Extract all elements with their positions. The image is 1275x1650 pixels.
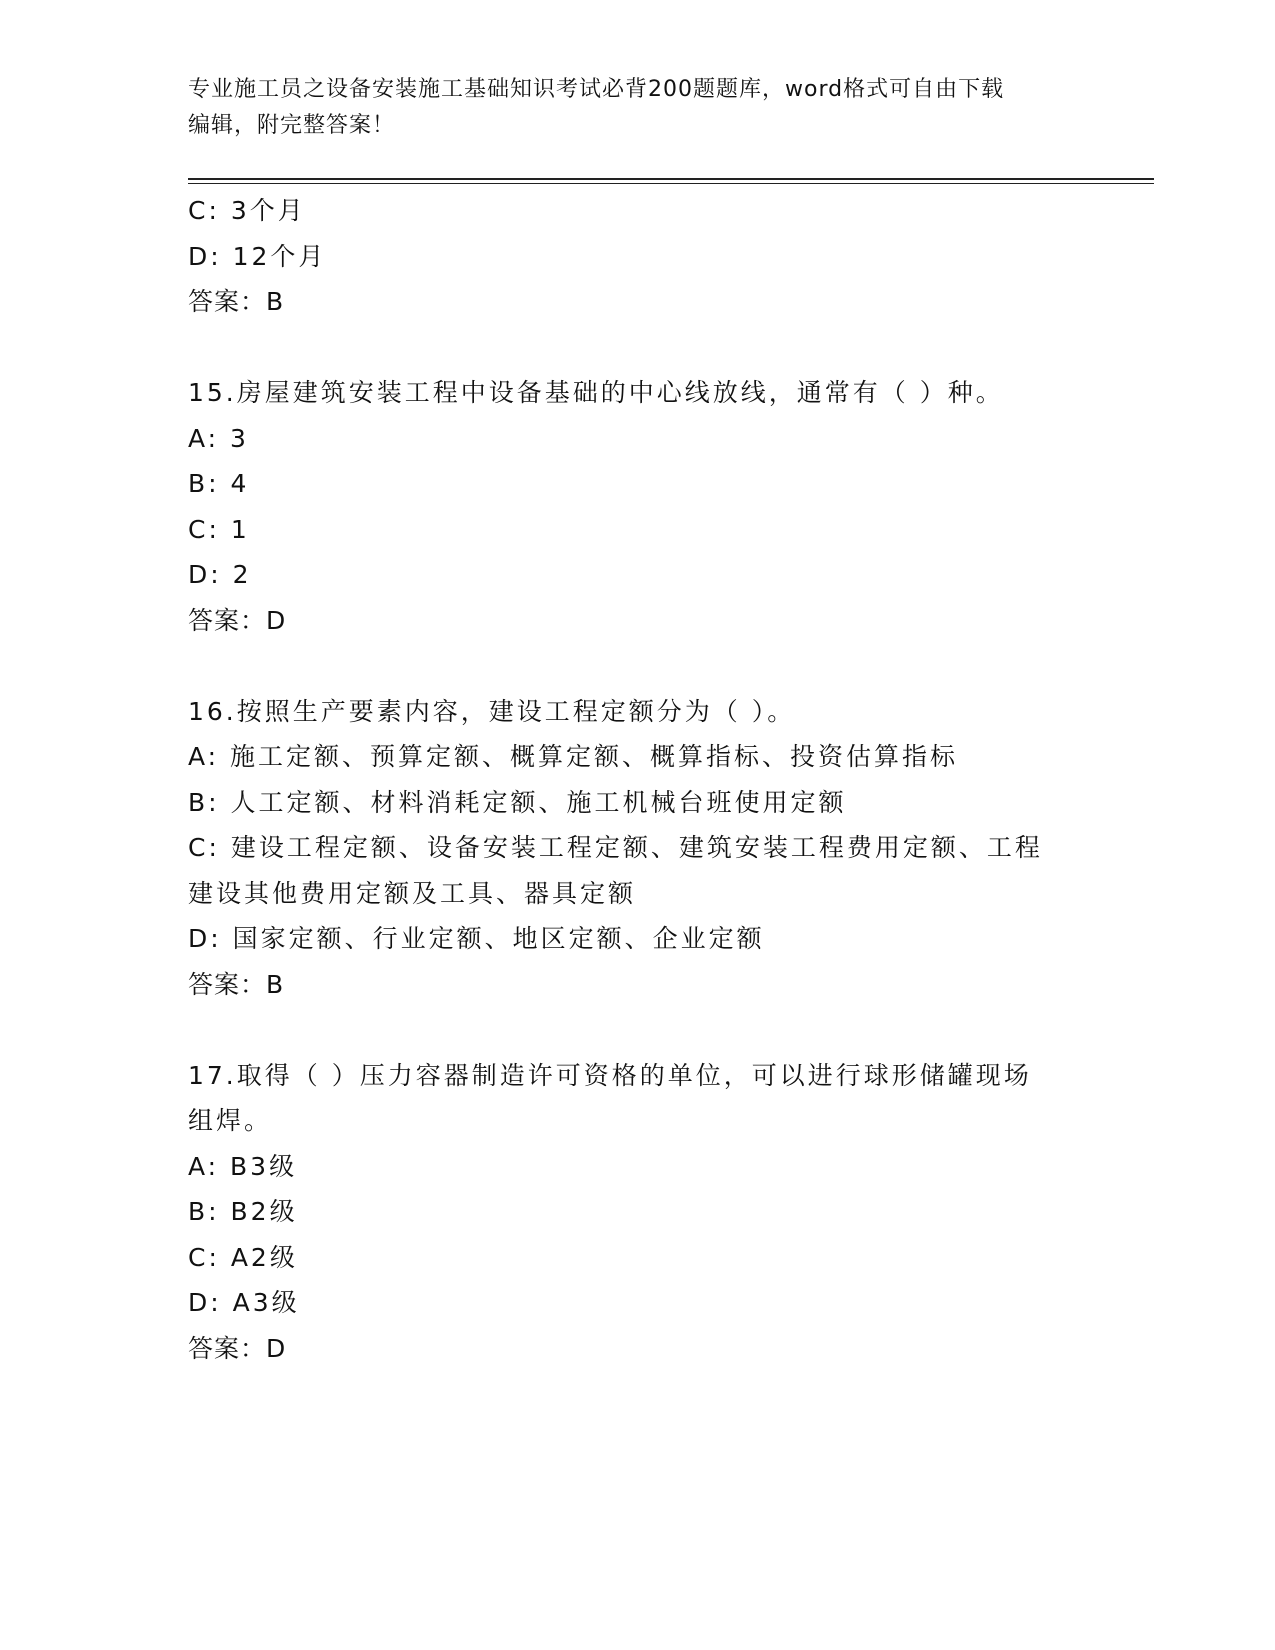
option-d: D: 国家定额、行业定额、地区定额、企业定额 — [188, 924, 765, 953]
option-c: C: A2级 — [188, 1242, 298, 1272]
header-line-2: 编辑，附完整答案！ — [188, 113, 396, 138]
question-stem-line-1: 17.取得（ ）压力容器制造许可资格的单位，可以进行球形储罐现场 — [188, 1060, 1032, 1090]
header-line-1: 专业施工员之设备安装施工基础知识考试必背200题题库，word格式可自由下载 — [188, 77, 1005, 102]
question-14-tail — [188, 188, 1088, 325]
answer: 答案：D — [188, 605, 287, 635]
option-a: A: 3 — [188, 423, 249, 453]
question-stem-line-2: 组焊。 — [188, 1106, 273, 1135]
option-d: D: 12个月 — [188, 241, 327, 271]
option-c-line-1: C: 建设工程定额、设备安装工程定额、建筑安装工程费用定额、工程 — [188, 833, 1043, 862]
option-b: B: 4 — [188, 469, 250, 498]
spacer — [188, 325, 1088, 371]
option-d: D: A3级 — [188, 1288, 300, 1317]
answer: 答案：D — [188, 1333, 287, 1363]
option-a: A: B3级 — [188, 1151, 298, 1181]
option-b: B: B2级 — [188, 1197, 298, 1226]
header-divider-thin — [188, 183, 1154, 184]
option-c: C: 1 — [188, 514, 250, 544]
answer: 答案：B — [188, 287, 285, 316]
question-list — [188, 188, 1088, 1371]
option-c: C: 3个月 — [188, 196, 306, 225]
option-b: B: 人工定额、材料消耗定额、施工机械台班使用定额 — [188, 787, 847, 817]
spacer — [188, 643, 1088, 689]
question-16 — [188, 689, 1088, 1008]
question-17 — [188, 1053, 1088, 1372]
header-divider-thick — [188, 178, 1154, 180]
option-c-line-2: 建设其他费用定额及工具、器具定额 — [188, 878, 637, 908]
question-stem: 15.房屋建筑安装工程中设备基础的中心线放线，通常有（ ）种。 — [188, 378, 1004, 407]
document-header — [188, 72, 1088, 144]
answer: 答案：B — [188, 969, 285, 999]
option-a: A: 施工定额、预算定额、概算定额、概算指标、投资估算指标 — [188, 742, 959, 771]
question-15 — [188, 370, 1088, 643]
spacer — [188, 1007, 1088, 1053]
question-stem: 16.按照生产要素内容，建设工程定额分为（ ）。 — [188, 696, 796, 726]
option-d: D: 2 — [188, 560, 252, 589]
